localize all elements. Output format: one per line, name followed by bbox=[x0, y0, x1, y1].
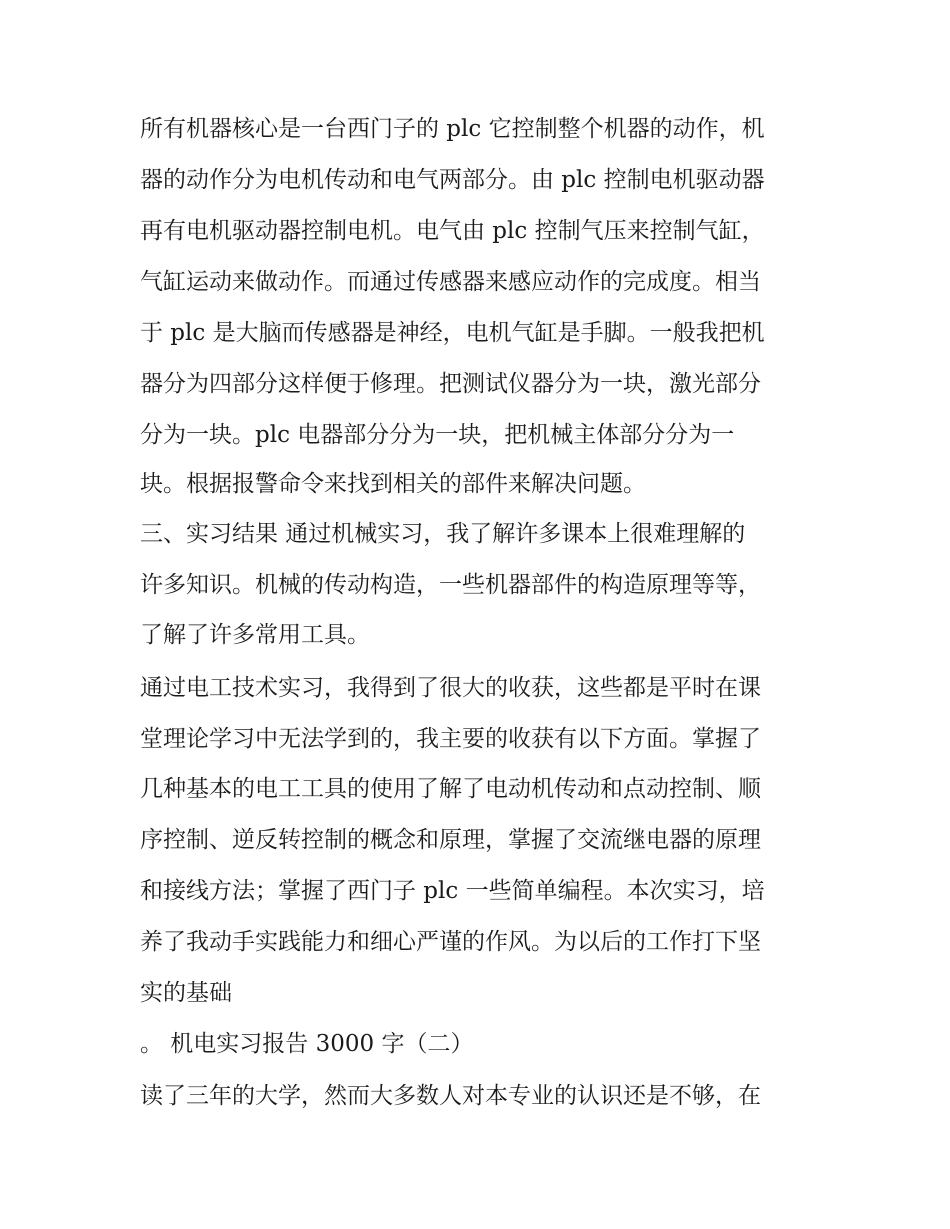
text-line: 气缸运动来做动作。而通过传感器来感应动作的完成度。相当 bbox=[140, 269, 761, 295]
text-line: 分为一块。plc 电器部分分为一块，把机械主体部分分为一 bbox=[140, 422, 735, 448]
text-line: 所有机器核心是一台西门子的 plc 它控制整个机器的动作，机 bbox=[140, 116, 765, 142]
text-line: 再有电机驱动器控制电机。电气由 plc 控制气压来控制气缸， bbox=[140, 218, 765, 244]
text-line: 于 plc 是大脑而传感器是神经，电机气缸是手脚。一般我把机 bbox=[140, 320, 765, 346]
text-line: 几种基本的电工工具的使用了解了电动机传动和点动控制、顺 bbox=[140, 776, 761, 802]
text-line: 实的基础 bbox=[140, 980, 232, 1006]
text-line: 器的动作分为电机传动和电气两部分。由 plc 控制电机驱动器 bbox=[140, 167, 765, 193]
text-line: 了解了许多常用工具。 bbox=[140, 622, 370, 648]
text-line: 序控制、逆反转控制的概念和原理，掌握了交流继电器的原理 bbox=[140, 827, 761, 853]
text-line: 许多知识。机械的传动构造，一些机器部件的构造原理等等， bbox=[140, 572, 761, 598]
text-line: 读了三年的大学，然而大多数人对本专业的认识还是不够，在 bbox=[140, 1083, 761, 1109]
subheading-line: 。 机电实习报告 3000 字（二） bbox=[140, 1031, 474, 1057]
text-line: 通过电工技术实习，我得到了很大的收获，这些都是平时在课 bbox=[140, 675, 761, 701]
text-line: 器分为四部分这样便于修理。把测试仪器分为一块，激光部分 bbox=[140, 371, 761, 397]
text-line: 块。根据报警命令来找到相关的部件来解决问题。 bbox=[140, 471, 646, 497]
section-heading-line: 三、实习结果 通过机械实习，我了解许多课本上很难理解的 bbox=[140, 521, 746, 547]
text-line: 养了我动手实践能力和细心严谨的作风。为以后的工作打下坚 bbox=[140, 929, 761, 955]
text-line: 和接线方法；掌握了西门子 plc 一些简单编程。本次实习，培 bbox=[140, 878, 765, 904]
text-line: 堂理论学习中无法学到的，我主要的收获有以下方面。掌握了 bbox=[140, 726, 761, 752]
